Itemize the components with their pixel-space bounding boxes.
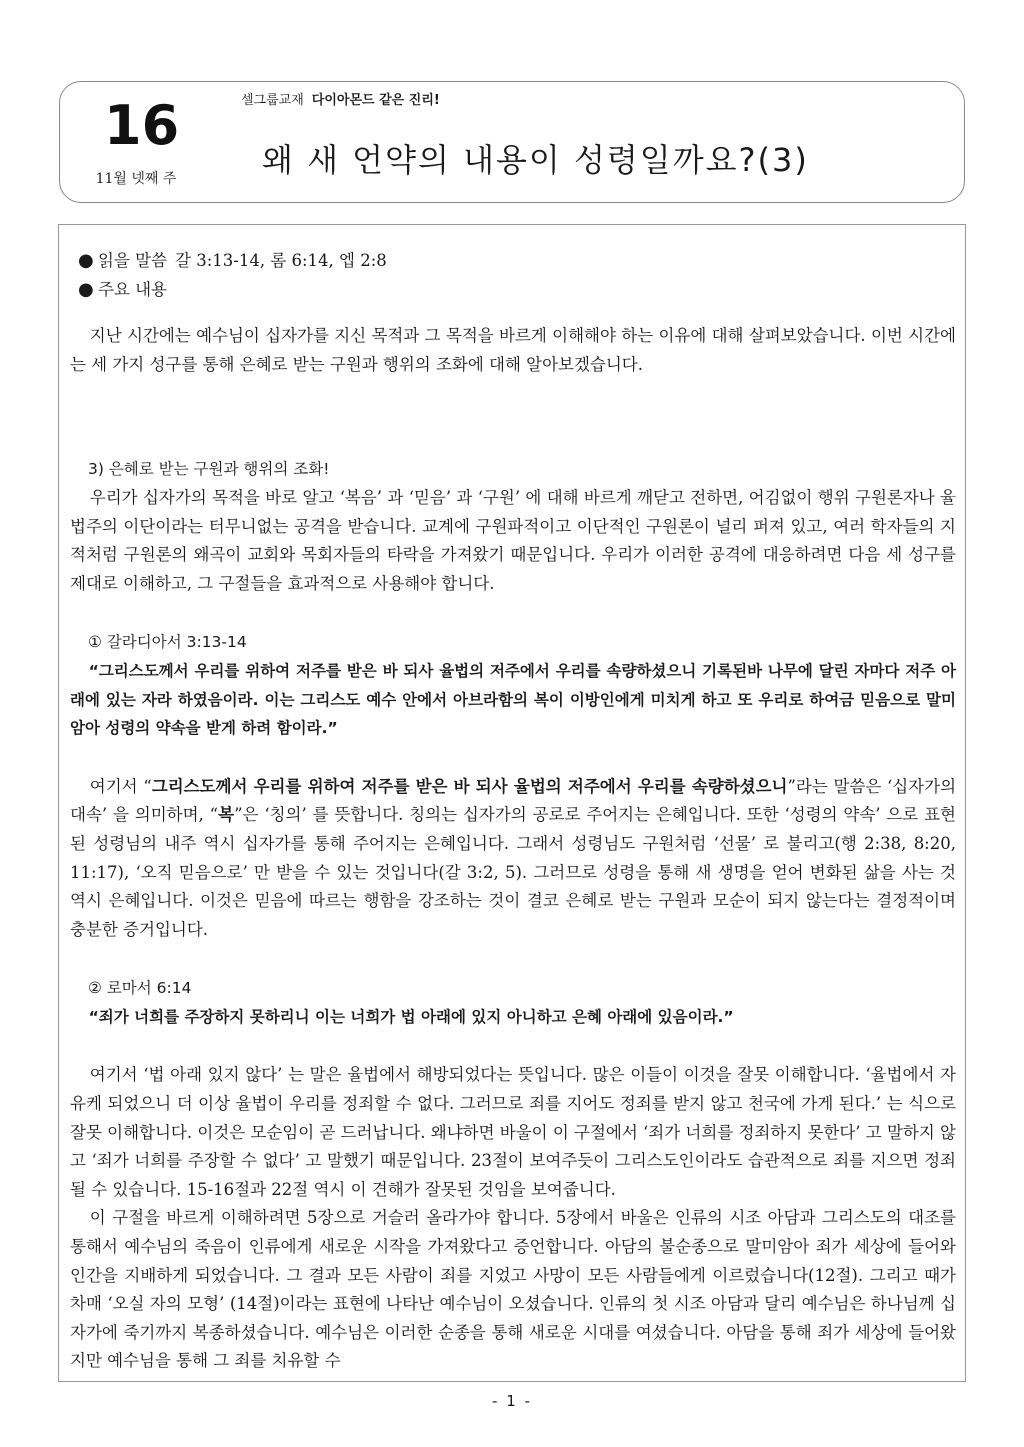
content [70, 247, 956, 1376]
verse1-quote: “그리스도께서 우리를 위하여 저주를 받은 바 되사 율법의 저주에서 우리를 속량하셨으니 기록된바 나무에 달린 자마다 저주 아래에 있는 자라 하였음이라. 이는 그리스도 예수 안에서 아브라함의 복이 이방인에게 미치게 하고 또 우리로 하여금 믿음으로 말미암아 성령의 약속을 받게 하려 함이라.” [70, 661, 956, 738]
verse1-text: 여기서 “ [89, 776, 152, 796]
main-bullet [70, 276, 956, 305]
series-label: 셀그룹교재 [241, 93, 304, 108]
bullet-dot-icon: ● [78, 278, 94, 300]
main-label: 주요 내용 [98, 279, 168, 299]
verse1-text: ”라는 말씀은 ‘십자가의 대속’ 을 의미하며, “ [70, 776, 957, 825]
section-heading: 3) 은혜로 받는 구원과 행위의 조화! [88, 460, 330, 479]
lesson-number: 16 [104, 94, 180, 157]
intro-paragraph: 지난 시간에는 예수님이 십자가를 지신 목적과 그 목적을 바르게 이해해야 하는 이유에 대해 살펴보았습니다. 이번 시간에는 세 가지 성구를 통해 은혜로 받는 구원과 행위의 조화에 대해 알아보겠습니다. [70, 326, 956, 374]
page-number: - 1 - [492, 1392, 532, 1410]
section-paragraph: 우리가 십자가의 목적을 바로 알고 ‘복음’ 과 ‘믿음’ 과 ‘구원’ 에 대해 바르게 깨닫고 전하면, 어김없이 행위 구원론자나 율법주의 이단이라는 터무니없는 공격을 받습니다. 교계에 구원파적이고 이단적인 구원론이 널리 퍼져 있고, 여러 학자들의 지적처럼 구원론의 왜곡이 교회와 목회자들의 타락을 가져왔기 때문입니다. 우리가 이러한 공격에 대응하려면 다음 세 성구를 제대로 이해하고, 그 구절들을 효과적으로 사용해야 합니다. [70, 487, 956, 593]
series-book: 다이아몬드 같은 진리! [311, 93, 440, 108]
week-label: 11월 넷째 주 [95, 171, 177, 187]
reading-bullet [70, 247, 956, 276]
bullet-dot-icon: ● [78, 250, 94, 271]
verse1-bold-quote: 그리스도께서 우리를 위하여 저주를 받은 바 되사 율법의 저주에서 우리를 속량하셨으니 [151, 776, 788, 796]
verse2-heading: ② 로마서 6:14 [88, 979, 192, 998]
reading-refs: 갈 3:13-14, 롬 6:14, 엡 2:8 [175, 251, 387, 270]
reading-label: 읽을 말씀 [98, 251, 168, 270]
verse2-quote: “죄가 너희를 주장하지 못하리니 이는 너희가 법 아래에 있지 아니하고 은혜 아래에 있음이라.” [88, 1007, 734, 1026]
page-title: 왜 새 언약의 내용이 성령일까요?(3) [262, 141, 809, 179]
verse2-paragraph-1: 여기서 ‘법 아래 있지 않다’ 는 말은 율법에서 해방되었다는 뜻입니다. 많은 이들이 이것을 잘못 이해합니다. ‘율법에서 자유케 되었으니 더 이상 율법이 우리를 정죄할 수 없다. 그러므로 죄를 지어도 정죄를 받지 않고 천국에 가게 된다.’ 는 식으로 잘못 이해합니다. 이것은 모순임이 곧 드러납니다. 왜냐하면 바울이 이 구절에서 ‘죄가 너희를 정죄하지 못한다’ 고 말하지 않고 ‘죄가 너희를 주장할 수 없다’ 고 말했기 때문입니다. 23절이 보여주듯이 그리스도인이라도 습관적으로 죄를 지으면 정죄될 수 있습니다. 15-16절과 22절 역시 이 견해가 잘못된 것임을 보여줍니다. [70, 1065, 956, 1199]
series-line [241, 92, 440, 110]
verse1-text: ”은 ‘칭의’ 를 뜻합니다. 칭의는 십자가의 공로로 주어지는 은혜입니다. 또한 ‘성령의 약속’ 으로 표현된 성령님의 내주 역시 십자가를 통해 주어지는 은혜입니다. 그래서 성령님도 구원처럼 ‘선물’ 로 불리고(행 2:38, 8:20, 11:17), ‘오직 믿음으로’ 만 받을 수 있는 것입니다(갈 3:2, 5). 그러므로 성령을 통해 새 생명을 얻어 변화된 삶을 사는 것 역시 은혜입니다. 이것은 믿음에 따르는 행함을 강조하는 것이 결코 은혜로 받는 구원과 모순이 되지 않는다는 결정적이며 충분한 증거입니다. [70, 805, 956, 939]
verse1-bold-word: 복 [218, 805, 235, 825]
verse2-paragraph-2: 이 구절을 바르게 이해하려면 5장으로 거슬러 올라가야 합니다. 5장에서 바울은 인류의 시조 아담과 그리스도의 대조를 통해서 예수님의 죽음이 인류에게 새로운 시작을 가져왔다고 증언합니다. 아담의 불순종으로 말미암아 죄가 세상에 들어와 인간을 지배하게 되었습니다. 그 결과 모든 사람이 죄를 지었고 사망이 모든 사람들에게 이르렀습니다(12절). 그리고 때가 차매 ‘오실 자의 모형’ (14절)이라는 표현에 나타난 예수님이 오셨습니다. 인류의 첫 시조 아담과 달리 예수님은 하나님께 십자가에 죽기까지 복종하셨습니다. 예수님은 이러한 순종을 통해 새로운 시대를 여셨습니다. 아담을 통해 죄가 세상에 들어왔지만 예수님을 통해 그 죄를 치유할 수 [70, 1208, 956, 1371]
verse1-paragraph [70, 773, 956, 945]
verse1-heading: ① 갈라디아서 3:13-14 [88, 633, 247, 652]
